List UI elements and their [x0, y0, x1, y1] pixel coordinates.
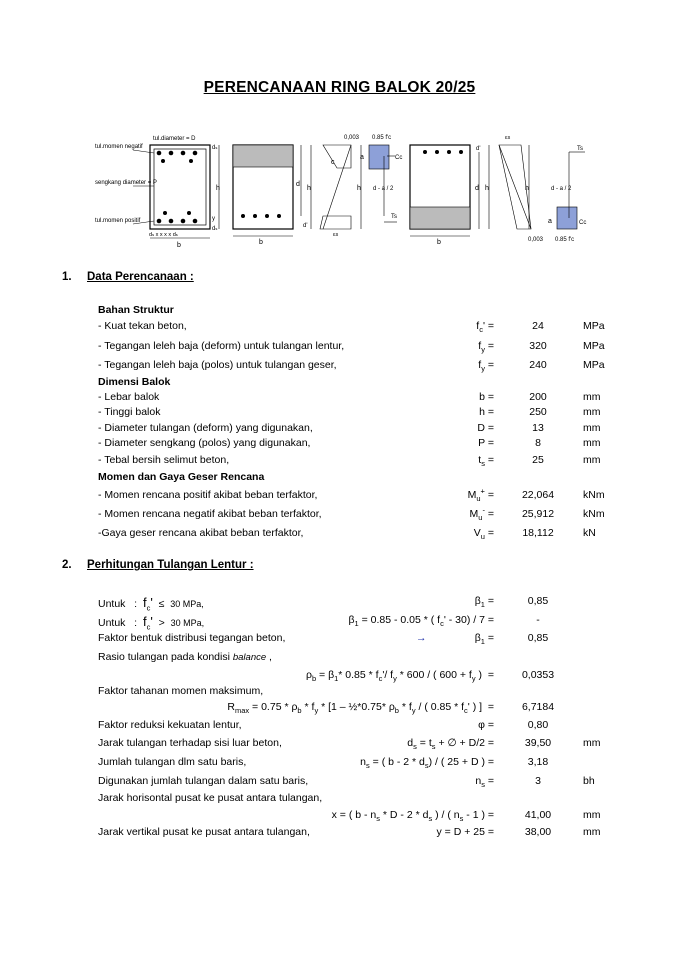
- row-symbol: $M_u^+$ =: [467, 486, 494, 504]
- row-label: - Tegangan leleh baja (polos) untuk tulangan geser,: [98, 359, 337, 371]
- row-value: 25,912: [521, 508, 555, 520]
- row-unit: mm: [583, 422, 601, 434]
- calc-value: 3: [535, 775, 541, 787]
- svg-text:b: b: [437, 239, 441, 246]
- row-unit: kNm: [583, 489, 605, 501]
- row-label: - Diameter sengkang (polos) yang digunakan,: [98, 437, 311, 449]
- label-085fc-2: 0.85 f'c: [555, 237, 575, 243]
- row-label: -Gaya geser rencana akibat beban terfaktor,: [98, 527, 304, 539]
- row-unit: MPa: [583, 359, 605, 371]
- calc-unit: mm: [583, 809, 601, 821]
- svg-text:Cc: Cc: [579, 220, 587, 226]
- calc-equation: $\beta_1$ =: [474, 595, 494, 610]
- row-unit: kNm: [583, 508, 605, 520]
- row-symbol: $f_y$ =: [478, 340, 494, 355]
- svg-text:a: a: [548, 218, 552, 225]
- calc-equation: $n_s$ =: [475, 775, 494, 790]
- group-dimensi-balok: Dimensi Balok: [98, 376, 171, 388]
- calc-value: 6,7184: [521, 701, 555, 713]
- calc-equation: $\beta_1$ =: [474, 632, 494, 647]
- beam-section-diagram: [95, 128, 595, 248]
- row-value: 8: [535, 437, 541, 449]
- calc-value: 39,50: [524, 737, 552, 749]
- label-085fc: 0.85 f'c: [372, 135, 392, 141]
- calc-value: 0,80: [527, 719, 549, 731]
- calc-label: Untuk : $f_c' \le 30$ MPa,: [98, 595, 204, 613]
- calc-label: Faktor reduksi kekuatan lentur,: [98, 719, 242, 731]
- row-label: - Tebal bersih selimut beton,: [98, 454, 230, 466]
- calc-value: 41,00: [524, 809, 552, 821]
- calc-label: Digunakan jumlah tulangan dalam satu baris,: [98, 775, 309, 787]
- svg-text:d': d': [476, 146, 481, 152]
- calc-label: Rasio tulangan pada kondisi balance ,: [98, 651, 272, 663]
- row-unit: mm: [583, 391, 601, 403]
- row-symbol: $t_s$ =: [478, 454, 494, 469]
- svg-text:h: h: [485, 185, 489, 192]
- row-label: - Kuat tekan beton,: [98, 320, 187, 332]
- calc-equation: $d_s = t_s$ + ∅ + D/2 =: [407, 737, 494, 752]
- row-symbol: h =: [479, 406, 494, 418]
- row-symbol: b =: [479, 391, 494, 403]
- svg-text:h: h: [307, 185, 311, 192]
- row-value: 25: [532, 454, 544, 466]
- calc-equation: x = ( b - $n_s$ * D - $2 * d_s$ ) / ( $n_s - 1$ ) =: [331, 809, 494, 824]
- label-es: εs: [333, 232, 339, 238]
- label-tul-diameter: tul.diameter = D: [153, 136, 196, 142]
- label-d-a-2: d - a / 2: [373, 186, 394, 192]
- row-value: 250: [529, 406, 547, 418]
- calc-label: Faktor tahanan momen maksimum,: [98, 685, 264, 697]
- section-1-title: Data Perencanaan :: [87, 271, 194, 283]
- calc-value: -: [536, 614, 540, 626]
- label-Ts: Ts: [391, 214, 397, 220]
- label-sengkang: sengkang diameter = P: [95, 180, 157, 186]
- page-title: PERENCANAAN RING BALOK 20/25: [203, 79, 476, 96]
- label-h: h: [216, 185, 220, 192]
- calc-unit: bh: [583, 775, 595, 787]
- row-symbol: D =: [477, 422, 494, 434]
- svg-text:εs: εs: [505, 135, 511, 141]
- label-c: c: [331, 159, 335, 166]
- row-symbol: $f_y$ =: [478, 359, 494, 374]
- row-value: 320: [529, 340, 547, 352]
- label-a: a: [360, 154, 364, 161]
- row-value: 22,064: [521, 489, 555, 501]
- row-unit: MPa: [583, 340, 605, 352]
- row-symbol: P =: [478, 437, 494, 449]
- calc-label: Jarak vertikal pusat ke pusat antara tulangan,: [98, 826, 310, 838]
- row-unit: mm: [583, 406, 601, 418]
- calc-equation: $R_{max} = 0.75 * \rho_b * f_y * [1$ – ½*0.75* $\rho_b * f_y$ / ( $0.85 * f_c'$ ) ] =: [227, 701, 494, 716]
- section-1-number: 1.: [62, 271, 72, 283]
- svg-text:b: b: [259, 239, 263, 246]
- calc-label: Faktor bentuk distribusi tegangan beton,: [98, 632, 286, 644]
- calc-label: Jarak horisontal pusat ke pusat antara tulangan,: [98, 792, 323, 804]
- svg-text:d - a / 2: d - a / 2: [551, 186, 572, 192]
- row-unit: MPa: [583, 320, 605, 332]
- section-2-title: Perhitungan Tulangan Lentur :: [87, 559, 254, 571]
- calc-label: Untuk : $f_c' > 30$ MPa,: [98, 614, 205, 632]
- row-unit: mm: [583, 437, 601, 449]
- svg-text:Ts: Ts: [577, 146, 583, 152]
- row-symbol: $M_u^-$ =: [469, 505, 494, 523]
- calc-unit: mm: [583, 826, 601, 838]
- label-b: b: [177, 242, 181, 248]
- svg-text:d: d: [475, 185, 479, 192]
- group-bahan-struktur: Bahan Struktur: [98, 304, 174, 316]
- svg-text:ds: ds: [212, 145, 218, 151]
- section-2-number: 2.: [62, 559, 72, 571]
- calc-equation: y = D + 25 =: [436, 826, 494, 838]
- label-strain-0003: 0,003: [344, 135, 360, 141]
- row-label: - Diameter tulangan (deform) yang digunakan,: [98, 422, 313, 434]
- label-y: y: [212, 216, 215, 222]
- calc-value: 0,85: [527, 632, 549, 644]
- label-tul-momen-positif: tul.momen positif: [95, 218, 141, 224]
- calc-unit: mm: [583, 737, 601, 749]
- calc-label: Jumlah tulangan dlm satu baris,: [98, 756, 247, 768]
- svg-text:ds x x x x ds: ds x x x x ds: [149, 232, 178, 238]
- label-d-prime: d': [303, 223, 308, 229]
- row-value: 200: [529, 391, 547, 403]
- label-tul-momen-negatif: tul.momen negatif: [95, 144, 143, 150]
- row-unit: kN: [583, 527, 596, 539]
- calc-value: 0,85: [527, 595, 549, 607]
- label-Cc: Cc: [395, 155, 403, 161]
- calc-value: 38,00: [524, 826, 552, 838]
- row-symbol: $f_c'$ =: [476, 320, 494, 335]
- row-label: - Tegangan leleh baja (deform) untuk tulangan lentur,: [98, 340, 345, 352]
- row-value: 18,112: [522, 527, 554, 539]
- label-d: d: [296, 181, 300, 188]
- calc-equation: $n_s$ = ( b - $2 * d_s$) / ( 25 + D ) =: [360, 756, 494, 771]
- row-label: - Tinggi balok: [98, 406, 161, 418]
- calc-equation: φ =: [478, 719, 494, 731]
- calc-equation: $\rho_b = \beta_1*$ $0.85 * f_c'/$ $f_y * 600$ / ( $600 + f_y$ ) =: [305, 669, 494, 684]
- row-value: 240: [529, 359, 547, 371]
- row-value: 13: [532, 422, 544, 434]
- svg-text:h: h: [357, 185, 361, 192]
- group-momen-geser: Momen dan Gaya Geser Rencana: [98, 471, 265, 483]
- row-label: - Lebar balok: [98, 391, 160, 403]
- row-label: - Momen rencana negatif akibat beban terfaktor,: [98, 508, 322, 520]
- calc-value: 3,18: [527, 756, 549, 768]
- row-label: - Momen rencana positif akibat beban terfaktor,: [98, 489, 318, 501]
- svg-text:0,003: 0,003: [528, 237, 544, 243]
- calc-equation: $\beta_1 = 0.85 - 0.05$ * ( $f_c' - 30) / 7$ =: [348, 614, 494, 629]
- arrow-icon: →: [416, 632, 427, 644]
- row-symbol: $V_u$ =: [473, 527, 494, 542]
- svg-text:ds: ds: [212, 226, 218, 232]
- row-unit: mm: [583, 454, 601, 466]
- row-value: 24: [532, 320, 544, 332]
- svg-text:h: h: [525, 185, 529, 192]
- calc-label: Jarak tulangan terhadap sisi luar beton,: [98, 737, 282, 749]
- calc-value: 0,0353: [521, 669, 555, 681]
